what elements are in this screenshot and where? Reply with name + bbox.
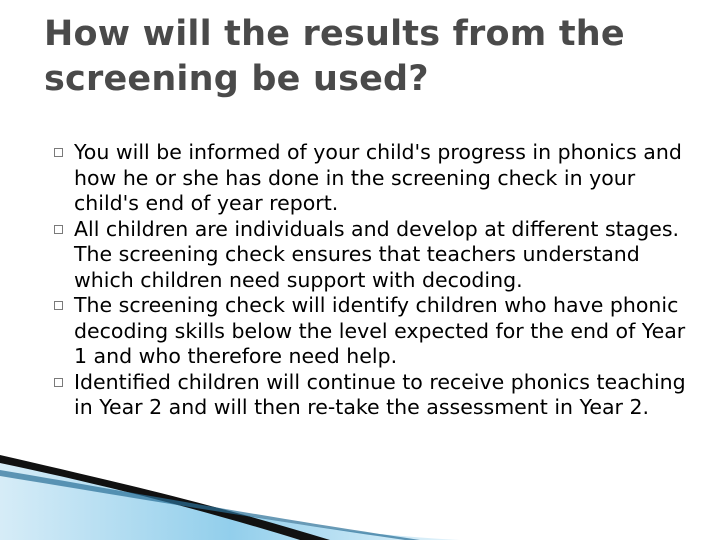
bullet-text: The screening check will identify children who have phonic decoding skills below the level expected for the end of Year 1 and who therefore need help. xyxy=(74,293,686,368)
hollow-square-bullet-icon xyxy=(54,378,63,387)
bullet-text: All children are individuals and develop at different stages. The screening check ensures that teachers understand which children need support with decoding. xyxy=(74,216,680,292)
bullet-item xyxy=(54,217,704,294)
slide-title: How will the results from the screening be used? xyxy=(44,14,625,99)
bullet-item xyxy=(54,293,704,370)
bullet-item xyxy=(54,140,704,217)
bullet-text: Identified children will continue to receive phonics teaching in Year 2 and will then re-take the assessment in Year 2. xyxy=(74,369,686,419)
hollow-square-bullet-icon xyxy=(54,148,63,157)
hollow-square-bullet-icon xyxy=(54,225,63,234)
hollow-square-bullet-icon xyxy=(54,301,63,310)
bullet-text: You will be informed of your child's progress in phonics and how he or she has done in the screening check in your child's end of year report. xyxy=(74,140,682,215)
bullet-item xyxy=(54,370,704,421)
bullet-list xyxy=(54,140,704,421)
